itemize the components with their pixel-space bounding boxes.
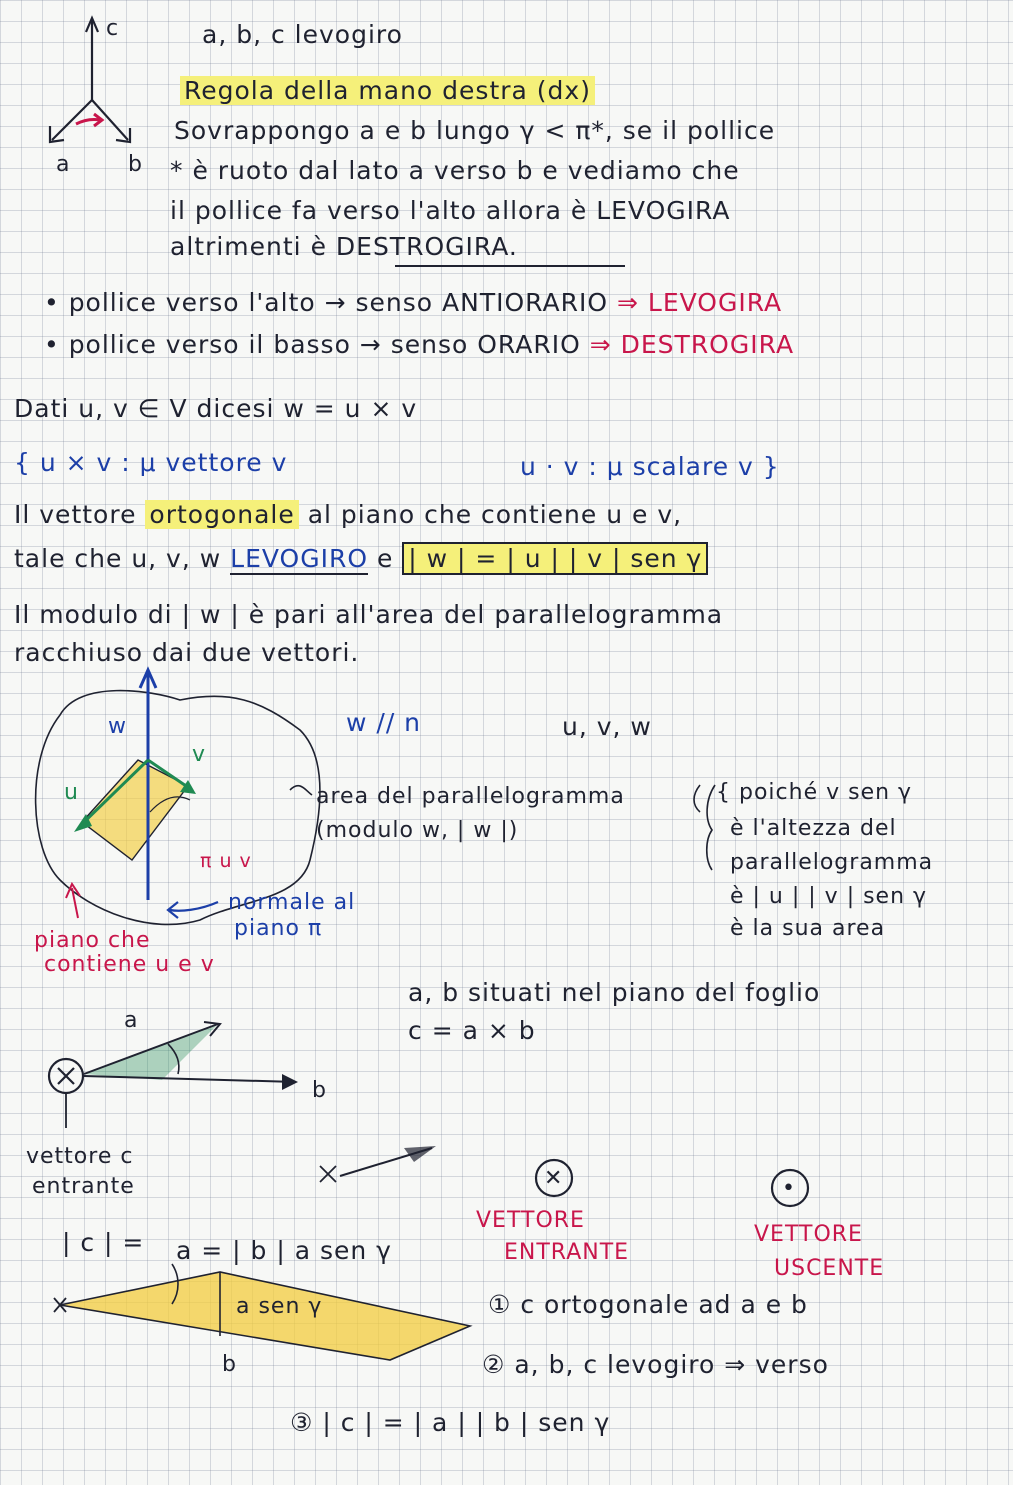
poiche-4: è | u | | v | sen γ: [730, 884, 928, 909]
axis-b-label: b: [128, 152, 143, 177]
entrante-label-1: VETTORE: [476, 1208, 585, 1233]
poiche-1: { poiché v sen γ: [716, 780, 913, 805]
pi-uv-label: π u v: [200, 850, 252, 872]
axis-c-label: c: [106, 16, 120, 41]
rule-line-1: Sovrappongo a e b lungo γ < π*, se il pollice: [174, 116, 776, 145]
area-line-2: (modulo w, | w |): [316, 818, 519, 843]
formula-box: | w | = | u | | v | sen γ: [402, 542, 708, 575]
rule-line-2: * è ruoto dal lato a verso b e vediamo che: [170, 156, 740, 185]
axis-a-label: a: [56, 152, 71, 177]
para-label: a sen γ: [236, 1294, 323, 1319]
c-equals-axb: c = a × b: [408, 1016, 536, 1045]
area-line-1: area del parallelogramma: [316, 784, 625, 809]
abc-levogiro: a, b, c levogiro: [202, 20, 403, 49]
entrante-label-2: ENTRANTE: [504, 1240, 630, 1265]
x-symbol: ✕: [544, 1166, 564, 1191]
vector-a-label: a: [124, 1008, 139, 1033]
normale-1: normale al: [228, 890, 356, 915]
label-u: u: [64, 780, 79, 805]
rule-line-3: il pollice fa verso l'alto allora è LEVOGIRA: [170, 196, 731, 225]
dati-line: Dati u, v ∈ V dicesi w = u × v: [14, 394, 418, 423]
vettore-c-2: entrante: [32, 1174, 135, 1199]
bullet-destrogira: • pollice verso il basso → senso ORARIO ⇒ DESTROGIRA: [44, 330, 795, 359]
rule-line-4: altrimenti è DESTROGIRA.: [170, 232, 518, 261]
a-sen-formula: a = | b | a sen γ: [176, 1236, 392, 1265]
label-w: w: [108, 714, 127, 739]
normale-2: piano π: [234, 916, 323, 941]
c-modulo: | c | =: [62, 1228, 145, 1257]
item-3: ③ | c | = | a | | b | sen γ: [290, 1408, 611, 1437]
bullet-levogira: • pollice verso l'alto → senso ANTIORARIO ⇒ LEVOGIRA: [44, 288, 783, 317]
modulo-line-1: Il modulo di | w | è pari all'area del parallelogramma: [14, 600, 724, 629]
piano-1: piano che: [34, 928, 151, 953]
vettore-c-1: vettore c: [26, 1144, 134, 1169]
poiche-2: è l'altezza del: [730, 816, 897, 841]
piano-2: contiene u e v: [44, 952, 215, 977]
dot-symbol: •: [782, 1176, 796, 1201]
item-2: ② a, b, c levogiro ⇒ verso: [482, 1350, 829, 1379]
uscente-label-2: USCENTE: [774, 1256, 885, 1281]
note-vettore: { u × v : μ vettore v: [14, 448, 288, 477]
label-v: v: [192, 742, 207, 767]
vettore-line: Il vettore ortogonale al piano che contiene u e v,: [14, 500, 683, 529]
uscente-label-1: VETTORE: [754, 1222, 863, 1247]
ortogonale-highlight: ortogonale: [145, 500, 298, 529]
uvw-label: u, v, w: [562, 712, 652, 741]
poiche-3: parallelogramma: [730, 850, 934, 875]
note-scalare: u · v : μ scalare v }: [520, 452, 780, 481]
tale-che-line: tale che u, v, w LEVOGIRO e | w | = | u | | v | sen γ: [14, 544, 708, 574]
situati-line: a, b situati nel piano del foglio: [408, 978, 821, 1007]
modulo-line-2: racchiuso dai due vettori.: [14, 638, 360, 667]
rule-title: Regola della mano destra (dx): [180, 76, 595, 106]
w-parallel-n: w // n: [346, 708, 422, 737]
poiche-5: è la sua area: [730, 916, 886, 941]
vector-b-label: b: [312, 1078, 327, 1103]
item-1: ① c ortogonale ad a e b: [488, 1290, 808, 1319]
bottom-b-label: b: [222, 1352, 237, 1377]
